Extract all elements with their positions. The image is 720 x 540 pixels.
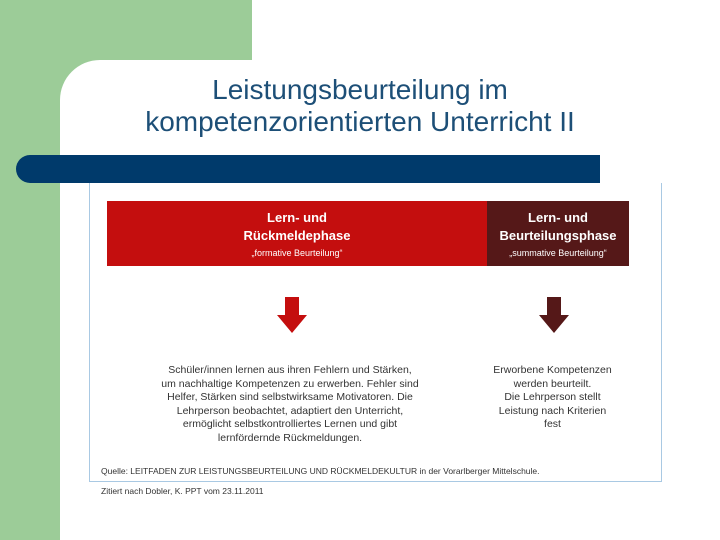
formative-desc-line: um nachhaltige Kompetenzen zu erwerben. Fehler sind <box>161 377 419 390</box>
formative-desc-line: lernfördernde Rückmeldungen. <box>217 431 363 444</box>
formative-desc-line: Helfer, Stärken sind selbstwirksame Motivatoren. Die <box>167 391 413 404</box>
summative-desc-line: Erworbene Kompetenzen <box>493 364 612 376</box>
formative-line-2: Rückmeldephase <box>243 228 351 243</box>
source-citation: Quelle: LEITFADEN ZUR LEISTUNGSBEURTEILUNG UND RÜCKMELDEKULTUR in der Vorarlberger Mittelschule. <box>101 466 540 476</box>
summative-desc-line: fest <box>544 418 561 431</box>
summative-line-1: Lern- und <box>528 210 588 225</box>
formative-line-1: Lern- und <box>267 210 327 225</box>
title-underline-bar <box>16 155 600 183</box>
summative-desc-line: Die Lehrperson stellt <box>504 391 601 404</box>
formative-phase-banner <box>107 201 487 266</box>
formative-desc-line: Schüler/innen lernen aus ihren Fehlern und Stärken, <box>168 364 412 376</box>
summative-line-2: Beurteilungsphase <box>499 228 617 243</box>
formative-description <box>140 364 440 446</box>
title-line-1: Leistungsbeurteilung im <box>212 74 508 105</box>
title-line-2: kompetenzorientierten Unterricht II <box>145 106 575 137</box>
down-arrow-icon <box>539 297 569 333</box>
formative-subtitle: „formative Beurteilung“ <box>251 248 343 258</box>
cited-note: Zitiert nach Dobler, K. PPT vom 23.11.2011 <box>101 486 264 496</box>
summative-desc-line: Leistung nach Kriterien <box>498 404 607 417</box>
summative-description <box>480 364 625 432</box>
green-accent-strip <box>0 0 60 540</box>
formative-desc-line: ermöglicht selbstkontrolliertes Lernen und gibt <box>182 418 398 431</box>
summative-desc-line: werden beurteilt. <box>513 377 592 390</box>
summative-phase-banner <box>487 201 629 266</box>
slide-title <box>60 74 660 138</box>
summative-subtitle: „summative Beurteilung“ <box>509 248 607 258</box>
formative-desc-line: Lehrperson beobachtet, adaptiert den Unterricht, <box>176 404 404 417</box>
down-arrow-icon <box>277 297 307 333</box>
